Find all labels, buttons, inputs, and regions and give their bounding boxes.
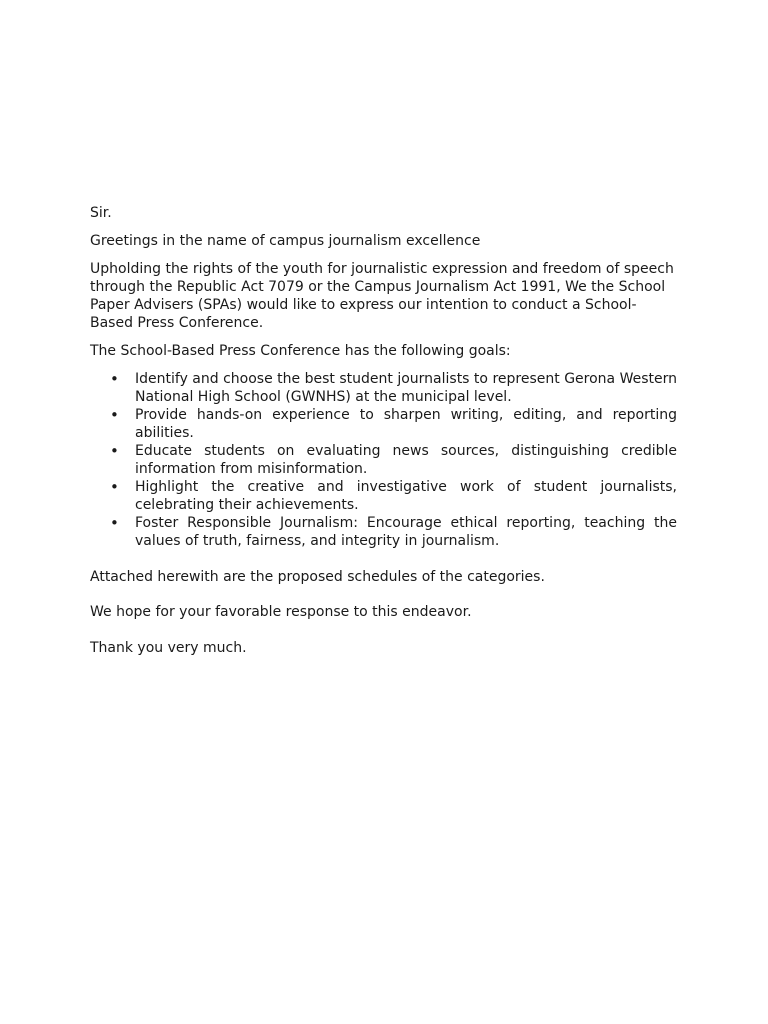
goal-item bbox=[90, 442, 677, 478]
goal-text: Highlight the creative and investigative work of student journalists, celebrating their achievements. bbox=[135, 479, 677, 513]
goal-item bbox=[90, 478, 677, 514]
goal-text: Educate students on evaluating news sources, distinguishing credible information from misinformation. bbox=[135, 443, 677, 477]
goals-intro: The School-Based Press Conference has the following goals: bbox=[90, 343, 511, 359]
intro-paragraph: Upholding the rights of the youth for journalistic expression and freedom of speech through the Republic Act 7079 or the Campus Journalism Act 1991, We the School Paper Advisers (SPAs) would like to express our intention to conduct a School-Based Press Conference. bbox=[90, 261, 674, 331]
bullet-icon: • bbox=[110, 514, 119, 532]
hope-line: We hope for your favorable response to this endeavor. bbox=[90, 604, 472, 620]
goal-text: Identify and choose the best student journalists to represent Gerona Western National High School (GWNHS) at the municipal level. bbox=[135, 371, 677, 405]
closing-line: Thank you very much. bbox=[90, 640, 247, 656]
goal-item bbox=[90, 406, 677, 442]
bullet-icon: • bbox=[110, 406, 119, 424]
goal-text: Foster Responsible Journalism: Encourage ethical reporting, teaching the values of truth, fairness, and integrity in journalism. bbox=[135, 515, 677, 549]
letter-body bbox=[90, 204, 677, 657]
goals-list bbox=[90, 370, 677, 550]
bullet-icon: • bbox=[110, 370, 119, 388]
attachment-note: Attached herewith are the proposed schedules of the categories. bbox=[90, 569, 545, 585]
goal-item bbox=[90, 514, 677, 550]
salutation: Sir. bbox=[90, 205, 112, 221]
goal-text: Provide hands-on experience to sharpen writing, editing, and reporting abilities. bbox=[135, 407, 677, 441]
bullet-icon: • bbox=[110, 478, 119, 496]
goal-item bbox=[90, 370, 677, 406]
bullet-icon: • bbox=[110, 442, 119, 460]
greeting-line: Greetings in the name of campus journalism excellence bbox=[90, 233, 481, 249]
